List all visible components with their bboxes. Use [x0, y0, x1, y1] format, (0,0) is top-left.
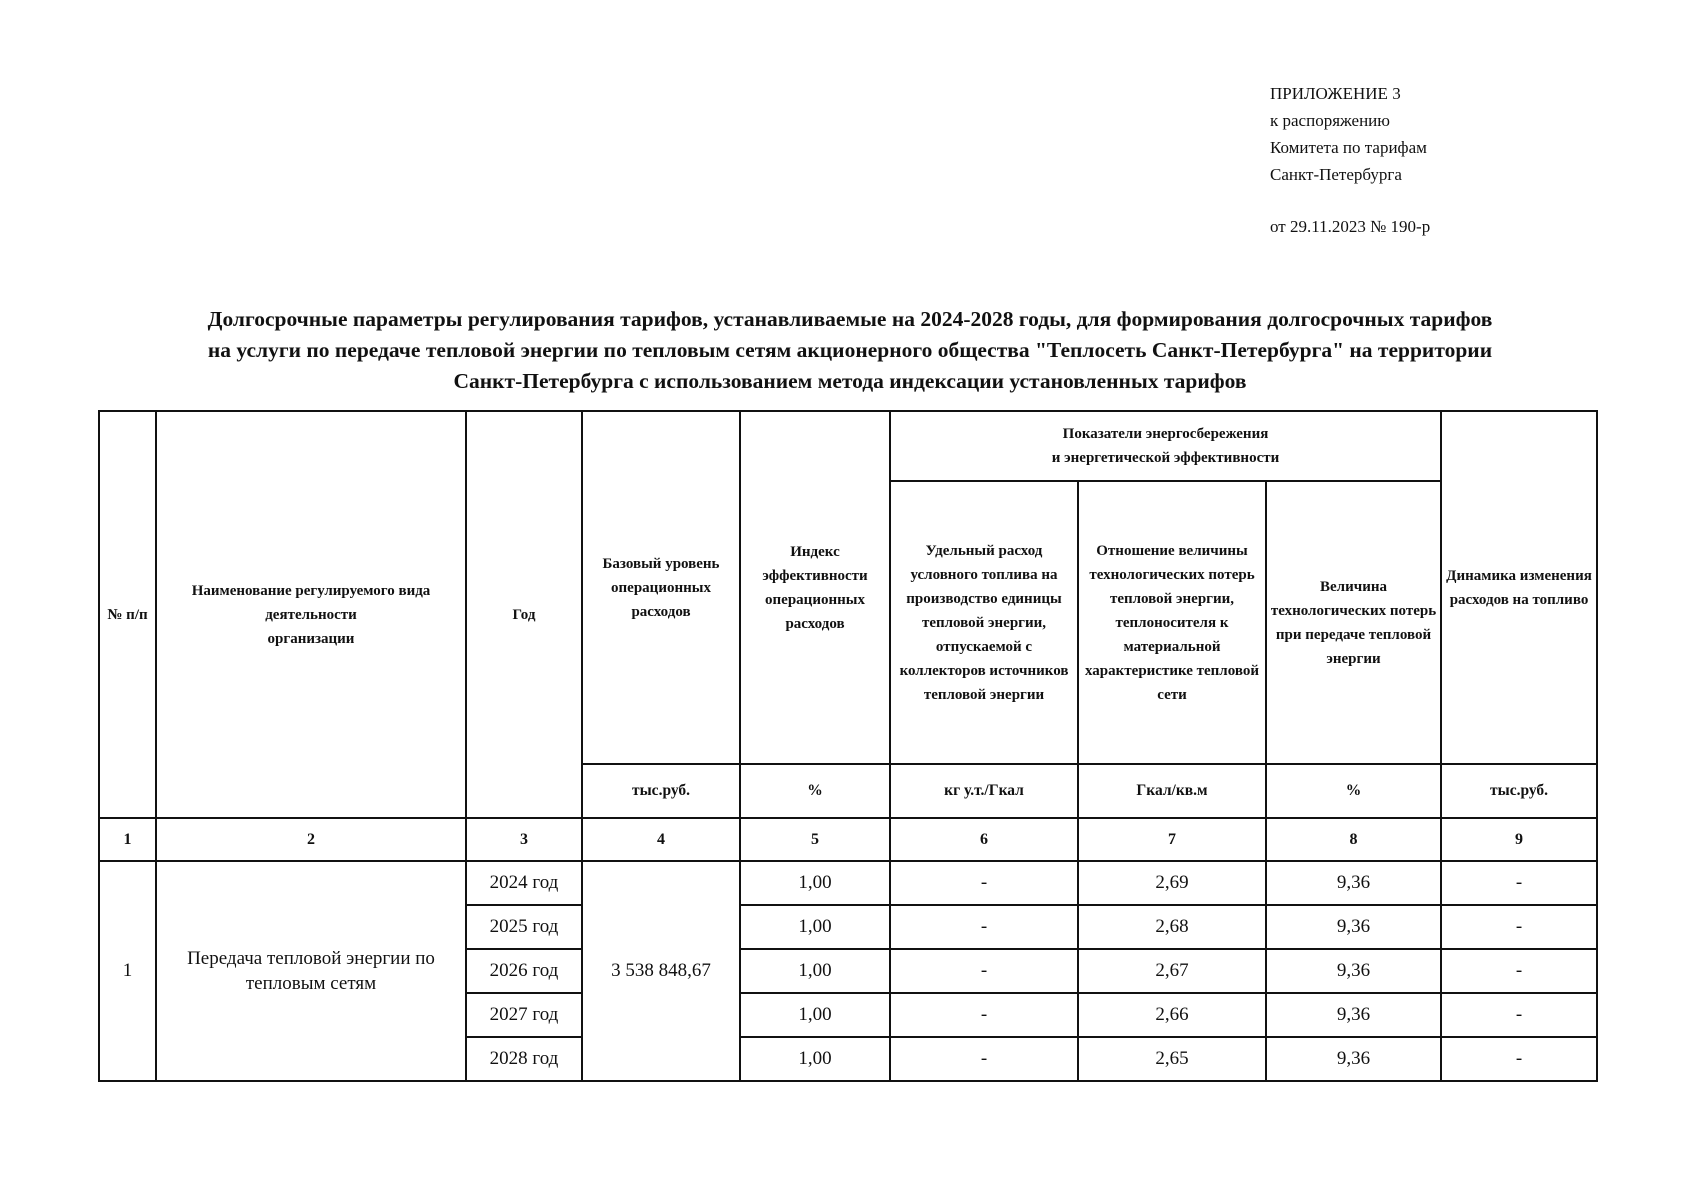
header-activity-name-l2: деятельности — [265, 606, 357, 623]
header-loss-ratio: Отношение величины технологических потерь тепловой энергии, теплоносителя к материальной характеристике тепловой сети — [1078, 481, 1266, 764]
year-cell: 2028 год — [466, 1037, 582, 1081]
loss-value-cell: 9,36 — [1266, 993, 1441, 1037]
fuel-dynamics-cell: - — [1441, 905, 1597, 949]
appendix-committee: Комитета по тарифам — [1270, 138, 1427, 157]
unit-loss-ratio: Гкал/кв.м — [1078, 764, 1266, 818]
column-number: 4 — [582, 818, 740, 861]
year-cell: 2025 год — [466, 905, 582, 949]
header-base-opex: Базовый уровень операционных расходов — [582, 411, 740, 764]
header-loss-value: Величина технологических потерь при передаче тепловой энергии — [1266, 481, 1441, 764]
loss-value-cell: 9,36 — [1266, 905, 1441, 949]
loss-ratio-cell: 2,68 — [1078, 905, 1266, 949]
header-energy-group-l2: и энергетической эффективности — [1051, 450, 1280, 466]
year-cell: 2024 год — [466, 861, 582, 905]
header-efficiency-index: Индекс эффективности операционных расходов — [740, 411, 890, 764]
unit-loss-value: % — [1266, 764, 1441, 818]
loss-ratio-cell: 2,67 — [1078, 949, 1266, 993]
unit-efficiency-index: % — [740, 764, 890, 818]
fuel-rate-cell: - — [890, 993, 1078, 1037]
title-line-1: Долгосрочные параметры регулирования тарифов, устанавливаемые на 2024-2028 годы, для формирования долгосрочных тарифов — [207, 307, 1493, 331]
appendix-block — [1270, 80, 1430, 240]
title-line-3: Санкт-Петербурга с использованием метода индексации установленных тарифов — [453, 369, 1247, 393]
table-row — [99, 861, 1597, 905]
fuel-rate-cell: - — [890, 905, 1078, 949]
activity-name: Передача тепловой энергии по тепловым сетям — [156, 861, 466, 1081]
unit-fuel-rate: кг у.т./Гкал — [890, 764, 1078, 818]
appendix-city: Санкт-Петербурга — [1270, 165, 1402, 184]
appendix-number: ПРИЛОЖЕНИЕ 3 — [1270, 84, 1401, 103]
fuel-dynamics-cell: - — [1441, 949, 1597, 993]
column-number: 6 — [890, 818, 1078, 861]
parameters-table — [98, 410, 1598, 1082]
header-year: Год — [466, 411, 582, 818]
column-number: 9 — [1441, 818, 1597, 861]
header-activity-name — [156, 411, 466, 818]
header-row — [99, 411, 1597, 481]
unit-base-opex: тыс.руб. — [582, 764, 740, 818]
fuel-dynamics-cell: - — [1441, 861, 1597, 905]
document-title — [100, 304, 1600, 397]
column-number: 7 — [1078, 818, 1266, 861]
column-number: 8 — [1266, 818, 1441, 861]
efficiency-index-cell: 1,00 — [740, 949, 890, 993]
loss-ratio-cell: 2,65 — [1078, 1037, 1266, 1081]
unit-fuel-dynamics: тыс.руб. — [1441, 764, 1597, 818]
efficiency-index-cell: 1,00 — [740, 1037, 890, 1081]
loss-ratio-cell: 2,66 — [1078, 993, 1266, 1037]
title-line-2: на услуги по передаче тепловой энергии по тепловым сетям акционерного общества "Теплосеть Санкт-Петербурга" на территории — [207, 338, 1493, 362]
header-energy-group-l1: Показатели энергосбережения — [1062, 426, 1269, 442]
header-num: № п/п — [99, 411, 156, 818]
column-number: 5 — [740, 818, 890, 861]
loss-value-cell: 9,36 — [1266, 861, 1441, 905]
loss-ratio-cell: 2,69 — [1078, 861, 1266, 905]
header-energy-group — [890, 411, 1441, 481]
fuel-rate-cell: - — [890, 861, 1078, 905]
efficiency-index-cell: 1,00 — [740, 905, 890, 949]
fuel-rate-cell: - — [890, 1037, 1078, 1081]
header-activity-name-l3: организации — [267, 630, 355, 647]
fuel-dynamics-cell: - — [1441, 1037, 1597, 1081]
header-fuel-rate: Удельный расход условного топлива на производство единицы тепловой энергии, отпускаемой с коллекторов источников тепловой энергии — [890, 481, 1078, 764]
column-number: 3 — [466, 818, 582, 861]
year-cell: 2026 год — [466, 949, 582, 993]
column-number: 1 — [99, 818, 156, 861]
row-number: 1 — [99, 861, 156, 1081]
header-fuel-dynamics: Динамика изменения расходов на топливо — [1441, 411, 1597, 764]
loss-value-cell: 9,36 — [1266, 1037, 1441, 1081]
column-numbers-row — [99, 818, 1597, 861]
efficiency-index-cell: 1,00 — [740, 993, 890, 1037]
base-opex-value: 3 538 848,67 — [582, 861, 740, 1081]
loss-value-cell: 9,36 — [1266, 949, 1441, 993]
efficiency-index-cell: 1,00 — [740, 861, 890, 905]
appendix-order-ref: к распоряжению — [1270, 111, 1390, 130]
year-cell: 2027 год — [466, 993, 582, 1037]
fuel-dynamics-cell: - — [1441, 993, 1597, 1037]
appendix-date: от 29.11.2023 № 190-р — [1270, 217, 1431, 236]
column-number: 2 — [156, 818, 466, 861]
header-activity-name-l1: Наименование регулируемого вида — [191, 582, 431, 599]
fuel-rate-cell: - — [890, 949, 1078, 993]
